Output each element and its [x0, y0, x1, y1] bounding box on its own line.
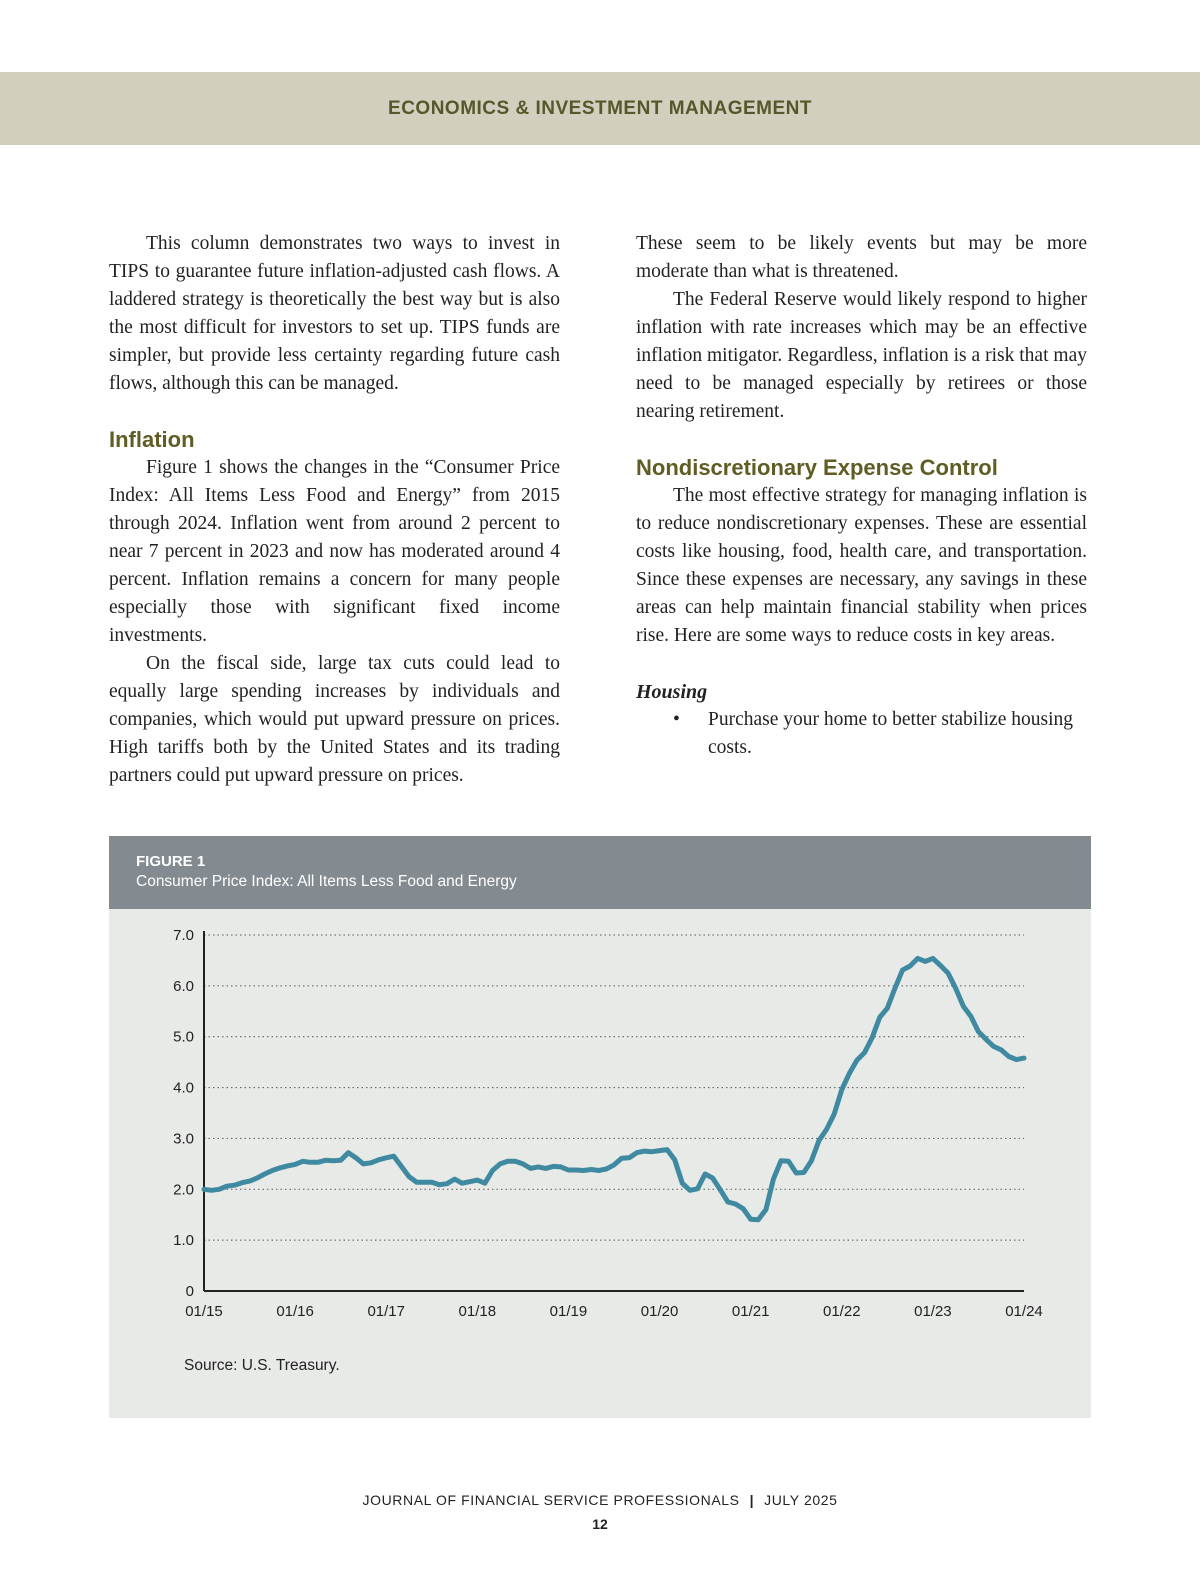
issue-date: JULY 2025: [764, 1492, 838, 1508]
y-tick-label: 5.0: [173, 1028, 194, 1046]
bullet-icon: •: [673, 709, 680, 730]
list-item: [673, 706, 1087, 762]
housing-list: [636, 706, 1087, 762]
continued-paragraph: These seem to be likely events but may be more moderate than what is threatened.: [636, 233, 1087, 282]
y-tick-label: 4.0: [173, 1079, 194, 1097]
expense-control-heading: Nondiscretionary Expense Control: [636, 455, 998, 480]
journal-name: JOURNAL OF FINANCIAL SERVICE PROFESSIONALS: [362, 1492, 740, 1508]
right-column: [636, 230, 1087, 762]
inflation-heading: Inflation: [109, 427, 195, 452]
x-tick-label: 01/24: [1005, 1303, 1043, 1320]
x-tick-label: 01/19: [549, 1303, 588, 1320]
x-tick-label: 01/21: [731, 1303, 770, 1320]
page-footer: [0, 1492, 1200, 1508]
x-tick-label: 01/20: [640, 1303, 679, 1320]
x-tick-label: 01/22: [823, 1303, 861, 1320]
cpi-line-chart: [109, 909, 1091, 1349]
y-tick-label: 7.0: [173, 927, 194, 944]
cpi-series-line: [204, 958, 1024, 1219]
federal-reserve-paragraph: The Federal Reserve would likely respond to higher inflation with rate increases which may be an effective inflation mitigator. Regardless, inflation is a risk that may need to be managed especially by retirees or those nearing retirement.: [636, 289, 1087, 422]
figure-title: Consumer Price Index: All Items Less Food and Energy: [136, 873, 517, 890]
x-tick-label: 01/17: [367, 1303, 405, 1320]
page-number: 12: [592, 1516, 608, 1532]
section-header-band: [0, 72, 1200, 145]
figure-label: FIGURE 1: [136, 853, 206, 870]
figure-header: [109, 836, 1091, 909]
intro-paragraph: This column demonstrates two ways to invest in TIPS to guarantee future inflation-adjusted cash flows. A laddered strategy is theoretically the best way but is also the most difficult for investors to set up. TIPS funds are simpler, but provide less certainty regarding future cash flows, although this can be managed.: [109, 233, 560, 394]
housing-subheading: Housing: [636, 681, 708, 703]
x-tick-label: 01/15: [185, 1303, 223, 1320]
expense-control-paragraph: The most effective strategy for managing inflation is to reduce nondiscretionary expenses. These are essential costs like housing, food, health care, and transportation. Since these expenses are necessary, any savings in these areas can help maintain financial stability when prices rise. Here are some ways to reduce costs in key areas.: [636, 485, 1087, 646]
inflation-paragraph-1: Figure 1 shows the changes in the “Consumer Price Index: All Items Less Food and Energy” from 2015 through 2024. Inflation went from around 2 percent to near 7 percent in 2023 and now has moderated around 4 percent. Inflation remains a concern for many people especially those with significant fixed income investments.: [109, 457, 560, 646]
inflation-paragraph-2: On the fiscal side, large tax cuts could lead to equally large spending increases by individuals and companies, which would put upward pressure on prices. High tariffs both by the United States and its trading partners could put upward pressure on prices.: [109, 653, 560, 786]
x-tick-label: 01/16: [276, 1303, 314, 1320]
y-tick-label: 0: [185, 1283, 194, 1300]
housing-bullet-text: Purchase your home to better stabilize housing costs.: [708, 709, 1073, 758]
y-tick-label: 6.0: [173, 977, 194, 995]
x-tick-label: 01/23: [914, 1303, 952, 1320]
section-title: ECONOMICS & INVESTMENT MANAGEMENT: [388, 97, 812, 119]
y-tick-label: 3.0: [173, 1130, 194, 1148]
y-tick-label: 1.0: [173, 1232, 194, 1250]
y-tick-label: 2.0: [173, 1181, 194, 1199]
footer-separator: |: [749, 1492, 755, 1508]
figure-panel: [109, 836, 1091, 1418]
x-tick-label: 01/18: [458, 1303, 497, 1320]
figure-source: Source: U.S. Treasury.: [184, 1357, 340, 1374]
left-column: [109, 230, 560, 790]
